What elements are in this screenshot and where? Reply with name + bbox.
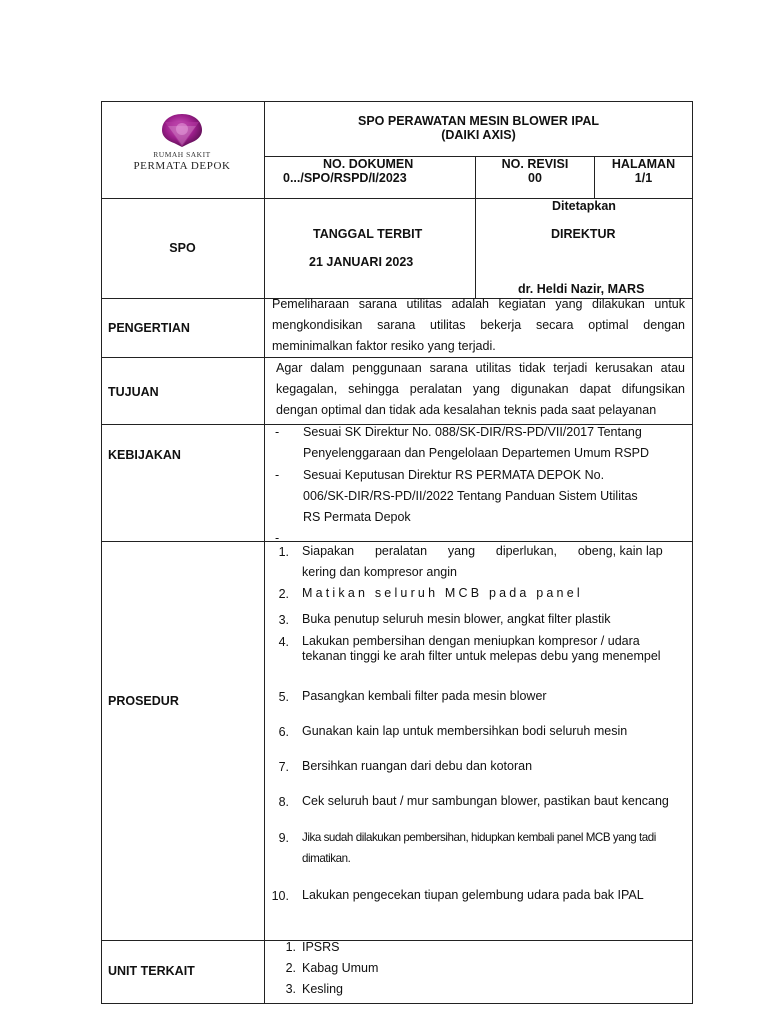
pengertian-line: Pemeliharaan sarana utilitas adalah kegiatan yang dilakukan untuk <box>272 297 685 311</box>
director-label: DIREKTUR <box>551 227 616 241</box>
prosedur-item-line: Siapakan peralatan yang diperlukan, obeng, kain lap <box>302 544 663 558</box>
issue-date-value: 21 JANUARI 2023 <box>309 255 414 269</box>
director-name: dr. Heldi Nazir, MARS <box>518 282 645 296</box>
tujuan-label: TUJUAN <box>108 385 159 399</box>
list-number: 2. <box>278 587 289 601</box>
unit-item: IPSRS <box>302 940 340 954</box>
prosedur-item-line: tekanan tinggi ke arah filter untuk melepas debu yang menempel <box>302 649 661 663</box>
bullet-dash: - <box>275 425 280 439</box>
kebijakan-item-line: 006/SK-DIR/RS-PD/II/2022 Tentang Panduan Sistem Utilitas <box>303 489 638 503</box>
document-title: SPO PERAWATAN MESIN BLOWER IPAL <box>358 114 599 128</box>
column-divider <box>264 298 265 1004</box>
prosedur-item-line: Cek seluruh baut / mur sambungan blower, pastikan baut kencang <box>302 794 669 808</box>
page-label: HALAMAN <box>611 157 676 171</box>
tujuan-line: dengan optimal dan tidak ada kesalahan teknis pada saat pelayanan <box>276 403 657 417</box>
list-number: 1. <box>285 940 296 954</box>
bullet-dash: - <box>275 531 280 545</box>
list-number: 4. <box>278 635 289 649</box>
tujuan-line: Agar dalam penggunaan sarana utilitas tidak terjadi kerusakan atau <box>276 361 685 375</box>
prosedur-item-line: Buka penutup seluruh mesin blower, angkat filter plastik <box>302 612 611 626</box>
list-number: 2. <box>285 961 296 975</box>
revision-label: NO. REVISI <box>501 157 569 171</box>
list-number: 8. <box>278 795 289 809</box>
row-divider <box>101 940 693 941</box>
list-number: 9. <box>278 831 289 845</box>
unit-item: Kesling <box>302 982 343 996</box>
tujuan-text <box>276 358 685 421</box>
list-number: 5. <box>278 690 289 704</box>
kebijakan-label: KEBIJAKAN <box>108 448 181 462</box>
kebijakan-item-line: RS Permata Depok <box>303 510 411 524</box>
tujuan-line: kegagalan, sehingga peralatan yang digunakan dapat difungsikan <box>276 382 685 396</box>
kebijakan-item-line: Sesuai Keputusan Direktur RS PERMATA DEPOK No. <box>303 468 605 482</box>
kebijakan-item-line: Penyelenggaraan dan Pengelolaan Departemen Umum RSPD <box>303 446 650 460</box>
table-border-right <box>692 101 693 1004</box>
prosedur-item-line: Matikan seluruh MCB pada panel <box>302 586 583 600</box>
list-number: 3. <box>285 982 296 996</box>
pengertian-text <box>272 294 685 357</box>
table-border-left <box>101 101 102 1004</box>
page-value: 1/1 <box>634 171 653 185</box>
pengertian-line: meminimalkan faktor resiko yang terjadi. <box>272 339 496 353</box>
doc-number-value: 0.../SPO/RSPD/I/2023 <box>283 171 407 185</box>
list-number: 7. <box>278 760 289 774</box>
prosedur-item-line: Bersihkan ruangan dari debu dan kotoran <box>302 759 533 773</box>
spo-label: SPO <box>169 241 196 255</box>
list-number: 1. <box>278 545 289 559</box>
prosedur-item-line: Jika sudah dilakukan pembersihan, hidupkan kembali panel MCB yang tadi <box>302 831 656 844</box>
logo-text-line1: RUMAH SAKIT <box>153 150 211 159</box>
bullet-dash: - <box>275 468 280 482</box>
unit-item: Kabag Umum <box>302 961 379 975</box>
issue-date-label: TANGGAL TERBIT <box>313 227 423 241</box>
list-number: 10. <box>271 889 289 903</box>
pengertian-line: mengkondisikan sarana utilitas bekerja secara optimal dengan <box>272 318 685 332</box>
revision-value: 00 <box>528 171 542 185</box>
document-subtitle: (DAIKI AXIS) <box>441 128 516 142</box>
prosedur-item-line: Gunakan kain lap untuk membersihkan bodi seluruh mesin <box>302 724 628 738</box>
table-border-top <box>101 101 693 102</box>
prosedur-item-line: Lakukan pengecekan tiupan gelembung udara pada bak IPAL <box>302 888 644 902</box>
doc-number-label: NO. DOKUMEN <box>323 157 414 171</box>
prosedur-item-line: dimatikan. <box>302 852 351 865</box>
kebijakan-item-line: Sesuai SK Direktur No. 088/SK-DIR/RS-PD/VII/2017 Tentang <box>303 425 642 439</box>
unit-terkait-label: UNIT TERKAIT <box>108 964 195 978</box>
hospital-logo <box>118 112 246 182</box>
prosedur-item-line: Lakukan pembersihan dengan meniupkan kompresor / udara <box>302 634 640 648</box>
prosedur-label: PROSEDUR <box>108 694 179 708</box>
set-by-label: Ditetapkan <box>552 199 616 213</box>
table-border-bottom <box>101 1003 693 1004</box>
prosedur-item-line: Pasangkan kembali filter pada mesin blower <box>302 689 547 703</box>
list-number: 3. <box>278 613 289 627</box>
logo-text-line2: PERMATA DEPOK <box>133 160 231 172</box>
pengertian-label: PENGERTIAN <box>108 321 190 335</box>
prosedur-item-line: kering dan kompresor angin <box>302 565 457 579</box>
list-number: 6. <box>278 725 289 739</box>
